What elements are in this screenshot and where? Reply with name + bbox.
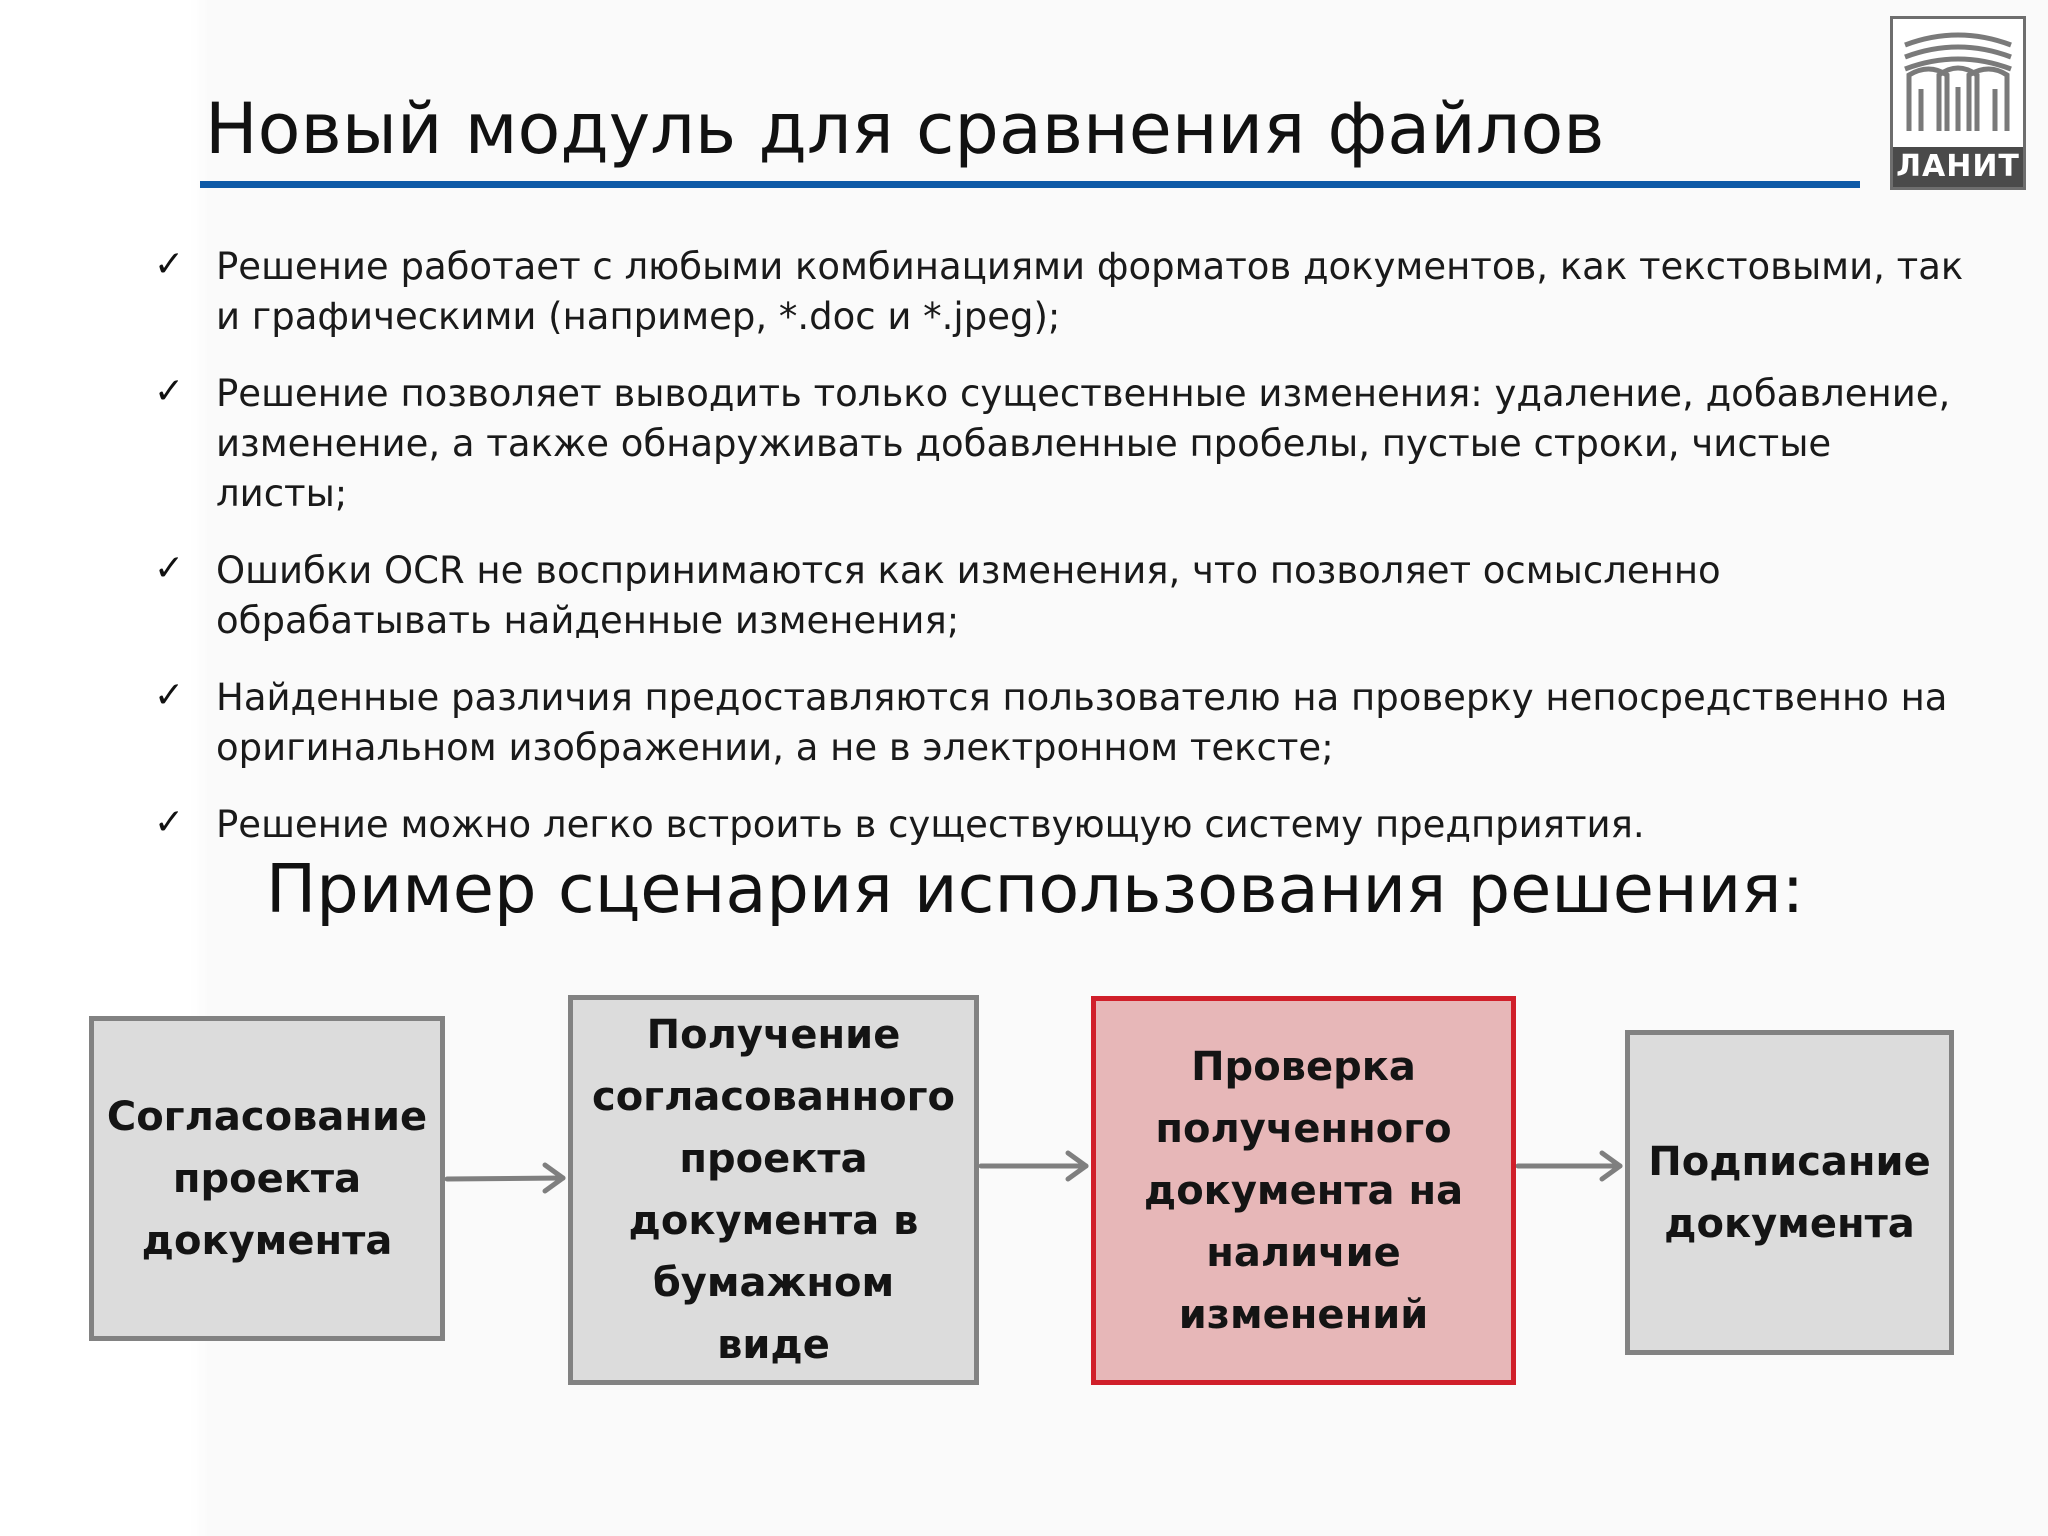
step-paper-copy <box>568 995 979 1385</box>
step-line: виде <box>717 1322 830 1368</box>
step-line: изменений <box>1178 1291 1429 1338</box>
step-line: Согласование <box>106 1093 428 1140</box>
step-line: документа на <box>1143 1167 1464 1214</box>
step-line: согласованного <box>591 1074 955 1120</box>
step-line: документа в <box>628 1198 919 1244</box>
step-line: проекта <box>172 1155 362 1202</box>
logo-text: ЛАНИТ <box>1893 147 2023 187</box>
check-icon: ✓ <box>154 802 185 843</box>
step-line: Получение <box>646 1012 901 1058</box>
step-line: полученного <box>1155 1105 1452 1152</box>
step-line: проекта <box>679 1136 868 1182</box>
bullet-text: Решение работает с любыми комбинациями форматов документов, как текстовыми, так и графическими (например, *.doc и *.jpeg); <box>216 245 1964 338</box>
step-line: бумажном <box>652 1260 895 1306</box>
bullet-text: Решение позволяет выводить только существенные изменения: удаление, добавление, изменение, а также обнаруживать добавленные пробелы, пустые строки, чистые листы; <box>216 372 1951 515</box>
step-approval <box>89 1016 445 1341</box>
step-signing <box>1625 1030 1954 1355</box>
slide-title: Новый модуль для сравнения файлов <box>205 88 1605 170</box>
bullet-text: Ошибки OCR не воспринимаются как изменения, что позволяет осмысленно обрабатывать найденные изменения; <box>216 549 1721 642</box>
step-line: документа <box>141 1217 393 1264</box>
check-icon: ✓ <box>154 244 185 285</box>
step-line: документа <box>1664 1200 1915 1247</box>
step-line: Проверка <box>1191 1043 1416 1090</box>
arrow-right-icon <box>981 1153 1086 1179</box>
bullet-text: Найденные различия предоставляются пользователю на проверку непосредственно на оригинальном изображении, а не в электронном тексте; <box>216 676 1948 769</box>
arrow-right-icon <box>1518 1153 1620 1179</box>
check-icon: ✓ <box>154 548 185 589</box>
step-line: наличие <box>1206 1229 1401 1276</box>
bullet-text: Решение можно легко встроить в существующую систему предприятия. <box>216 803 1645 846</box>
check-icon: ✓ <box>154 675 185 716</box>
step-check-changes <box>1091 996 1516 1385</box>
step-line: Подписание <box>1648 1138 1931 1185</box>
check-icon: ✓ <box>154 371 185 412</box>
arrow-right-icon <box>447 1165 563 1191</box>
scenario-heading: Пример сценария использования решения: <box>265 850 1805 928</box>
